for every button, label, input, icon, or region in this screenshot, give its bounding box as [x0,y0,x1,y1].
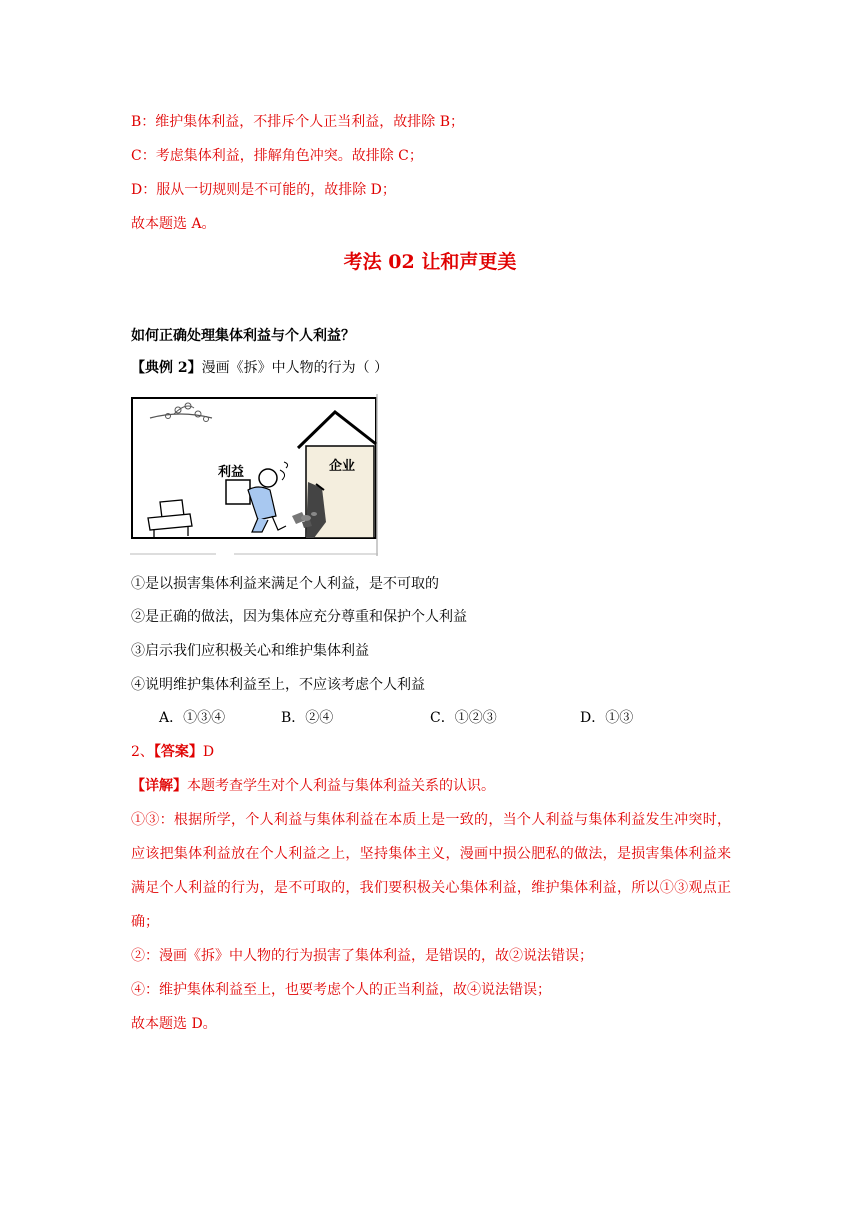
option-c: C．①②③ [430,710,497,726]
statement-3: ③启示我们应积极关心和维护集体利益 [131,643,369,659]
detail-conclusion: 故本题选 D。 [131,1016,217,1032]
question-heading: 如何正确处理集体利益与个人利益？ [131,328,355,344]
prev-answer-b: B：维护集体利益，不排斥个人正当利益，故排除 B； [131,114,465,130]
answer-prefix: 2、 [131,744,154,760]
option-b: B．②④ [281,710,334,726]
detail-paragraph-2: ②：漫画《拆》中人物的行为损害了集体利益，是错误的，故②说法错误； [131,948,593,964]
detail-intro-line [131,776,495,796]
statement-2: ②是正确的做法，因为集体应充分尊重和保护个人利益 [131,609,467,625]
statement-4: ④说明维护集体利益至上，不应该考虑个人利益 [131,677,425,693]
statement-1: ①是以损害集体利益来满足个人利益，是不可取的 [131,576,439,592]
example-text: 漫画《拆》中人物的行为（ ） [201,360,389,376]
option-d: D．①③ [580,710,634,726]
example-line [131,358,388,378]
example-tag: 【典例 2】 [131,360,202,376]
detail-intro: 本题考查学生对个人利益与集体利益关系的认识。 [187,778,495,794]
answer-value: D [202,744,215,760]
cartoon-enterprise-label: 企业 [328,459,356,474]
answer-tag: 【答案】 [153,744,203,760]
prev-answer-c: C：考虑集体利益，排解角色冲突。故排除 C； [131,148,423,164]
detail-tag: 【详解】 [131,778,187,794]
detail-paragraph-1: ①③：根据所学，个人利益与集体利益在本质上是一致的，当个人利益与集体利益发生冲突时，应该把集体利益放在个人利益之上，坚持集体主义，漫画中损公肥私的做法，是损害集体利益来满足个人利益的行为，是不可取的，我们要积极关心集体利益，维护集体利益，所以①③观点正确； [131,812,731,930]
answer-line [131,742,214,762]
detail-paragraph-3: ④：维护集体利益至上，也要考虑个人的正当利益，故④说法错误； [131,982,551,998]
prev-answer-conclusion: 故本题选 A。 [131,216,216,232]
prev-answer-d: D：服从一切规则是不可能的，故排除 D； [131,182,396,198]
cartoon-benefit-label: 利益 [217,465,245,480]
option-a: A．①③④ [159,710,226,726]
section-title: 考法 02 让和声更美 [343,251,517,273]
cartoon-illustration [130,392,380,562]
